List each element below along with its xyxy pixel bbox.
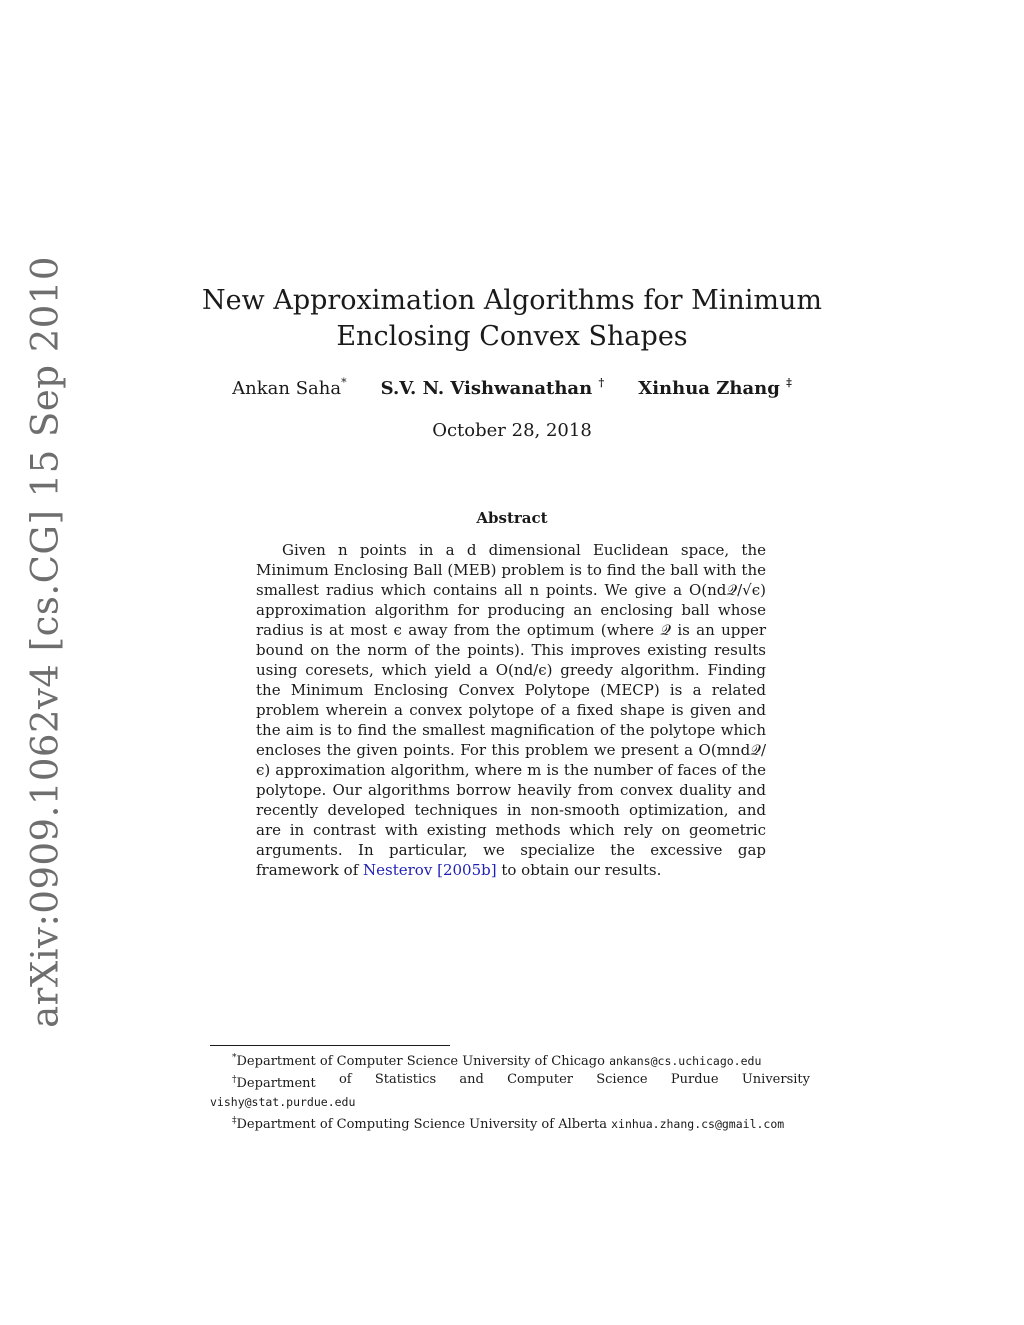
abstract-text (256, 540, 766, 880)
footnotes (210, 1049, 810, 1134)
footnote-2-email-line (210, 1093, 810, 1112)
footnote-2: †Department of Statistics and Computer Science Purdue University (232, 1072, 810, 1091)
author-2: S.V. N. Vishwanathan † (380, 376, 605, 399)
author-2-mark: † (598, 376, 605, 389)
footnote-rule (210, 1045, 450, 1046)
author-list (0, 376, 1024, 399)
author-1: Ankan Saha* (232, 376, 347, 399)
author-1-mark: * (341, 376, 347, 389)
paper-date: October 28, 2018 (432, 420, 592, 441)
citation-year-link[interactable]: [2005b] (437, 861, 497, 879)
abstract-body-text: Given n points in a d dimensional Euclidean space, the Minimum Enclosing Ball (MEB) problem is to find the ball with the smallest radius which contains all n points. We give a O(nd𝒬/√ϵ) approximation algorithm for producing an enclosing ball whose radius is at most ϵ away from the optimum (where 𝒬 is an upper bound on the norm of the points). This improves existing results using coresets, which yield a O(nd/ϵ) greedy algorithm. Finding the Minimum Enclosing Convex Polytope (MECP) is a related problem wherein a convex polytope of a fixed shape is given and the aim is to find the smallest magnification of the polytope which encloses the given points. For this problem we present a O(mnd𝒬/ϵ) approximation algorithm, where m is the number of faces of the polytope. Our algorithms borrow heavily from convex duality and recently developed techniques in non-smooth optimization, and are in contrast with existing methods which rely on geometric arguments. In particular, we specialize the excessive gap framework of (256, 541, 766, 879)
author-3-mark: ‡ (786, 376, 792, 389)
title-line-2: Enclosing Convex Shapes (336, 321, 688, 352)
footnote-3: ‡Department of Computing Science University of Alberta xinhua.zhang.cs@gmail.com (232, 1116, 785, 1132)
abstract-heading: Abstract (476, 509, 548, 527)
abstract-end-text: to obtain our results. (501, 861, 662, 879)
paper-title (0, 283, 1024, 355)
footnote-1-email: ankans@cs.uchicago.edu (609, 1054, 762, 1068)
footnote-1: *Department of Computer Science University of Chicago ankans@cs.uchicago.edu (232, 1053, 762, 1069)
footnote-2-email: vishy@stat.purdue.edu (210, 1095, 356, 1109)
footnote-3-email: xinhua.zhang.cs@gmail.com (611, 1117, 785, 1131)
author-3: Xinhua Zhang ‡ (638, 376, 792, 399)
arxiv-identifier: arXiv:0909.1062v4 [cs.CG] 15 Sep 2010 (23, 256, 67, 1028)
citation-author-link[interactable]: Nesterov (363, 861, 433, 879)
title-line-1: New Approximation Algorithms for Minimum (202, 285, 822, 316)
